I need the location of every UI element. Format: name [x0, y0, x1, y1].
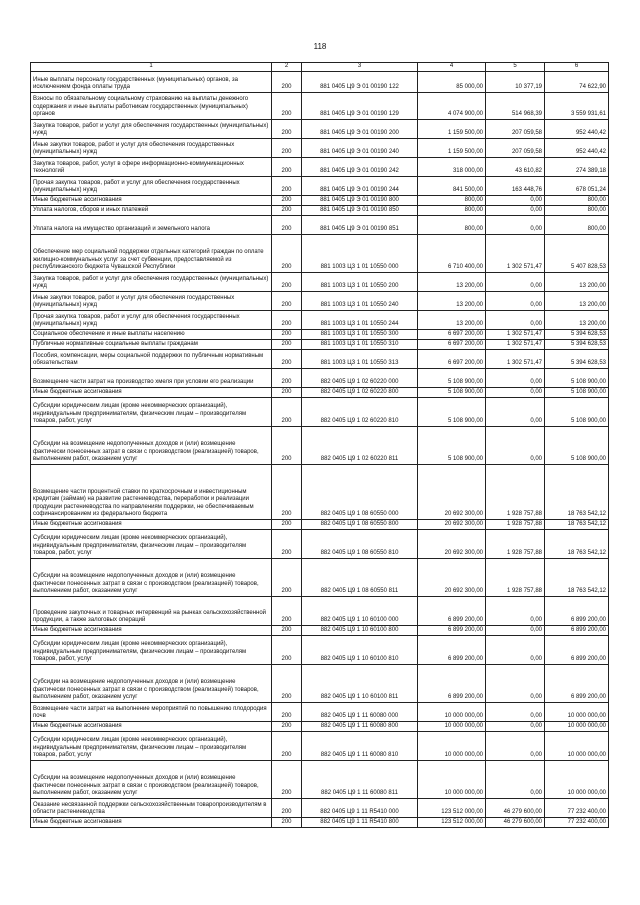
- row-admin-cell: 200: [272, 722, 302, 732]
- row-name-cell: Иные бюджетные ассигнования: [31, 722, 272, 732]
- row-name-cell: Возмещение части затрат на выполнение мероприятий по повышению плодородия почв: [31, 703, 272, 722]
- row-name-cell: Иные бюджетные ассигнования: [31, 196, 272, 206]
- row-code-cell: 881 0405 Ц9 Э 01 00190 800: [302, 196, 418, 206]
- row-admin-cell: 200: [272, 626, 302, 636]
- row-name-cell: Возмещение части затрат на производство хмеля при условии его реализации: [31, 369, 272, 388]
- row-rest-cell: 5 108 900,00: [545, 388, 609, 398]
- row-code-cell: 881 0405 Ц9 Э 01 00190 240: [302, 139, 418, 158]
- table-body: [31, 72, 609, 828]
- row-name-cell: Иные бюджетные ассигнования: [31, 818, 272, 828]
- row-fact-cell: 0,00: [486, 703, 545, 722]
- table-row: [31, 732, 609, 761]
- row-admin-cell: 200: [272, 465, 302, 520]
- row-rest-cell: 77 232 400,00: [545, 818, 609, 828]
- row-code-cell: 881 0405 Ц9 Э 01 00190 851: [302, 216, 418, 235]
- row-plan-cell: 5 108 900,00: [418, 398, 486, 427]
- table-row: [31, 665, 609, 703]
- table-row: [31, 177, 609, 196]
- row-plan-cell: 4 074 900,00: [418, 93, 486, 120]
- row-plan-cell: 6 899 200,00: [418, 626, 486, 636]
- row-rest-cell: 13 200,00: [545, 273, 609, 292]
- row-admin-cell: 200: [272, 93, 302, 120]
- row-fact-cell: 1 928 757,88: [486, 559, 545, 597]
- row-name-cell: Уплата налога на имущество организаций и земельного налога: [31, 216, 272, 235]
- table-row: [31, 369, 609, 388]
- row-fact-cell: 43 610,82: [486, 158, 545, 177]
- row-fact-cell: 1 928 757,88: [486, 530, 545, 559]
- row-rest-cell: 10 000 000,00: [545, 761, 609, 799]
- row-admin-cell: 200: [272, 158, 302, 177]
- row-plan-cell: 85 000,00: [418, 72, 486, 93]
- row-fact-cell: 1 928 757,88: [486, 465, 545, 520]
- row-fact-cell: 207 059,58: [486, 139, 545, 158]
- row-admin-cell: 200: [272, 330, 302, 340]
- row-name-cell: Иные бюджетные ассигнования: [31, 520, 272, 530]
- row-plan-cell: 13 200,00: [418, 273, 486, 292]
- row-name-cell: Прочая закупка товаров, работ и услуг для обеспечения государственных (муниципальных) нужд: [31, 311, 272, 330]
- row-admin-cell: 200: [272, 761, 302, 799]
- table-row: [31, 398, 609, 427]
- row-admin-cell: 200: [272, 139, 302, 158]
- row-fact-cell: 0,00: [486, 311, 545, 330]
- row-admin-cell: 200: [272, 311, 302, 330]
- row-name-cell: Субсидии юридическим лицам (кроме некоммерческих организаций), индивидуальным предпринимателям, физическим лицам – производителям товаров, работ, услуг: [31, 636, 272, 665]
- row-admin-cell: 200: [272, 196, 302, 206]
- row-name-cell: Закупка товаров, работ и услуг для обеспечения государственных (муниципальных) нужд: [31, 273, 272, 292]
- row-plan-cell: 10 000 000,00: [418, 703, 486, 722]
- table-row: [31, 273, 609, 292]
- row-fact-cell: 46 279 600,00: [486, 818, 545, 828]
- row-plan-cell: 6 899 200,00: [418, 597, 486, 626]
- column-header-4: 4: [418, 63, 486, 72]
- row-name-cell: Субсидии на возмещение недополученных доходов и (или) возмещение фактически понесенных затрат в связи с производством (реализацией) товаров, выполнением работ, оказанием услуг: [31, 427, 272, 465]
- row-rest-cell: 6 899 200,00: [545, 626, 609, 636]
- row-admin-cell: 200: [272, 559, 302, 597]
- row-name-cell: Уплата налогов, сборов и иных платежей: [31, 206, 272, 216]
- row-fact-cell: 1 928 757,88: [486, 520, 545, 530]
- row-code-cell: 882 0405 Ц9 1 08 60550 810: [302, 530, 418, 559]
- row-name-cell: Закупка товаров, работ, услуг в сфере информационно-коммуникационных технологий: [31, 158, 272, 177]
- row-rest-cell: 18 763 542,12: [545, 520, 609, 530]
- row-name-cell: Субсидии юридическим лицам (кроме некоммерческих организаций), индивидуальным предпринимателям, физическим лицам – производителям товаров, работ, услуг: [31, 398, 272, 427]
- table-row: [31, 216, 609, 235]
- row-name-cell: Социальное обеспечение и иные выплаты населению: [31, 330, 272, 340]
- row-rest-cell: 678 051,24: [545, 177, 609, 196]
- row-name-cell: Иные закупки товаров, работ и услуг для обеспечения государственных (муниципальных) нужд: [31, 139, 272, 158]
- row-admin-cell: 200: [272, 120, 302, 139]
- row-admin-cell: 200: [272, 388, 302, 398]
- row-fact-cell: 0,00: [486, 761, 545, 799]
- row-code-cell: 881 1003 Ц3 1 01 10550 310: [302, 340, 418, 350]
- row-rest-cell: 13 200,00: [545, 311, 609, 330]
- row-fact-cell: 0,00: [486, 665, 545, 703]
- row-rest-cell: 10 000 000,00: [545, 732, 609, 761]
- row-plan-cell: 6 899 200,00: [418, 636, 486, 665]
- row-code-cell: 882 0405 Ц9 1 08 60550 811: [302, 559, 418, 597]
- row-code-cell: 881 1003 Ц3 1 01 10550 300: [302, 330, 418, 340]
- table-row: [31, 520, 609, 530]
- table-row: [31, 427, 609, 465]
- row-plan-cell: 6 697 200,00: [418, 350, 486, 369]
- row-name-cell: Прочая закупка товаров, работ и услуг для обеспечения государственных (муниципальных) нужд: [31, 177, 272, 196]
- row-rest-cell: 5 394 628,53: [545, 340, 609, 350]
- row-fact-cell: 0,00: [486, 722, 545, 732]
- row-plan-cell: 6 899 200,00: [418, 665, 486, 703]
- row-plan-cell: 20 692 300,00: [418, 530, 486, 559]
- row-rest-cell: 800,00: [545, 196, 609, 206]
- row-code-cell: 881 1003 Ц3 1 01 10550 244: [302, 311, 418, 330]
- row-rest-cell: 5 108 900,00: [545, 369, 609, 388]
- row-code-cell: 881 1003 Ц3 1 01 10550 200: [302, 273, 418, 292]
- row-name-cell: Возмещение части процентной ставки по краткосрочным и инвестиционным кредитам (займам) на развитие растениеводства, переработки и реализации продукции растениеводства по направлениям поддержки, не обеспечиваемым софинансированием из федерального бюджета: [31, 465, 272, 520]
- row-admin-cell: 200: [272, 665, 302, 703]
- row-code-cell: 881 0405 Ц9 Э 01 00190 244: [302, 177, 418, 196]
- row-plan-cell: 800,00: [418, 196, 486, 206]
- row-fact-cell: 0,00: [486, 732, 545, 761]
- row-code-cell: 882 0405 Ц9 1 02 60220 810: [302, 398, 418, 427]
- row-code-cell: 882 0405 Ц9 1 02 60220 800: [302, 388, 418, 398]
- row-code-cell: 882 0405 Ц9 1 02 60220 811: [302, 427, 418, 465]
- row-code-cell: 881 0405 Ц9 Э 01 00190 129: [302, 93, 418, 120]
- row-fact-cell: 10 377,19: [486, 72, 545, 93]
- row-admin-cell: 200: [272, 597, 302, 626]
- row-admin-cell: 200: [272, 520, 302, 530]
- row-rest-cell: 77 232 400,00: [545, 799, 609, 818]
- row-code-cell: 882 0405 Ц9 1 08 60550 800: [302, 520, 418, 530]
- row-rest-cell: 6 899 200,00: [545, 597, 609, 626]
- table-row: [31, 311, 609, 330]
- row-admin-cell: 200: [272, 799, 302, 818]
- row-admin-cell: 200: [272, 72, 302, 93]
- row-plan-cell: 20 692 300,00: [418, 559, 486, 597]
- row-fact-cell: 0,00: [486, 292, 545, 311]
- row-code-cell: 882 0405 Ц9 1 10 60100 810: [302, 636, 418, 665]
- row-plan-cell: 841 500,00: [418, 177, 486, 196]
- row-code-cell: 882 0405 Ц9 1 02 60220 000: [302, 369, 418, 388]
- row-fact-cell: 0,00: [486, 636, 545, 665]
- column-header-5: 5: [486, 63, 545, 72]
- table-row: [31, 799, 609, 818]
- row-rest-cell: 5 108 900,00: [545, 427, 609, 465]
- table-row: [31, 818, 609, 828]
- row-admin-cell: 200: [272, 636, 302, 665]
- table-row: [31, 93, 609, 120]
- row-rest-cell: 3 559 931,61: [545, 93, 609, 120]
- row-rest-cell: 274 389,18: [545, 158, 609, 177]
- row-name-cell: Публичные нормативные социальные выплаты гражданам: [31, 340, 272, 350]
- column-header-3: 3: [302, 63, 418, 72]
- row-rest-cell: 952 440,42: [545, 139, 609, 158]
- row-fact-cell: 0,00: [486, 196, 545, 206]
- row-plan-cell: 6 697 200,00: [418, 340, 486, 350]
- row-admin-cell: 200: [272, 369, 302, 388]
- row-admin-cell: 200: [272, 340, 302, 350]
- row-plan-cell: 13 200,00: [418, 311, 486, 330]
- table-row: [31, 292, 609, 311]
- row-admin-cell: 200: [272, 427, 302, 465]
- row-rest-cell: 18 763 542,12: [545, 530, 609, 559]
- row-admin-cell: 200: [272, 350, 302, 369]
- row-admin-cell: 200: [272, 216, 302, 235]
- row-code-cell: 882 0405 Ц9 1 11 R5410 800: [302, 818, 418, 828]
- row-plan-cell: 800,00: [418, 216, 486, 235]
- row-admin-cell: 200: [272, 292, 302, 311]
- row-name-cell: Субсидии на возмещение недополученных доходов и (или) возмещение фактически понесенных затрат в связи с производством (реализацией) товаров, выполнением работ, оказанием услуг: [31, 559, 272, 597]
- row-fact-cell: 0,00: [486, 273, 545, 292]
- row-rest-cell: 6 899 200,00: [545, 665, 609, 703]
- row-fact-cell: 0,00: [486, 216, 545, 235]
- row-admin-cell: 200: [272, 235, 302, 273]
- row-name-cell: Обеспечение мер социальной поддержки отдельных категорий граждан по оплате жилищно-коммунальных услуг за счет субвенции, предоставляемой из республиканского бюджета Чувашской Республики: [31, 235, 272, 273]
- table-row: [31, 703, 609, 722]
- row-plan-cell: 20 692 300,00: [418, 465, 486, 520]
- row-rest-cell: 10 000 000,00: [545, 703, 609, 722]
- row-fact-cell: 1 302 571,47: [486, 350, 545, 369]
- row-name-cell: Субсидии юридическим лицам (кроме некоммерческих организаций), индивидуальным предпринимателям, физическим лицам – производителям товаров, работ, услуг: [31, 732, 272, 761]
- table-row: [31, 206, 609, 216]
- row-name-cell: Проведение закупочных и товарных интервенций на рынках сельскохозяйственной продукции, а также залоговых операций: [31, 597, 272, 626]
- row-fact-cell: 46 279 600,00: [486, 799, 545, 818]
- table-row: [31, 120, 609, 139]
- row-name-cell: Закупка товаров, работ и услуг для обеспечения государственных (муниципальных) нужд: [31, 120, 272, 139]
- row-plan-cell: 6 710 400,00: [418, 235, 486, 273]
- row-code-cell: 882 0405 Ц9 1 11 60080 800: [302, 722, 418, 732]
- row-admin-cell: 200: [272, 732, 302, 761]
- row-fact-cell: 163 448,76: [486, 177, 545, 196]
- table-row: [31, 196, 609, 206]
- row-admin-cell: 200: [272, 703, 302, 722]
- row-name-cell: Иные закупки товаров, работ и услуг для обеспечения государственных (муниципальных) нужд: [31, 292, 272, 311]
- row-rest-cell: 10 000 000,00: [545, 722, 609, 732]
- row-rest-cell: 6 899 200,00: [545, 636, 609, 665]
- table-row: [31, 636, 609, 665]
- table-row: [31, 340, 609, 350]
- row-plan-cell: 123 512 000,00: [418, 818, 486, 828]
- table-row: [31, 597, 609, 626]
- table-row: [31, 139, 609, 158]
- table-row: [31, 388, 609, 398]
- table-row: [31, 722, 609, 732]
- row-name-cell: Субсидии юридическим лицам (кроме некоммерческих организаций), индивидуальным предпринимателям, физическим лицам – производителям товаров, работ, услуг: [31, 530, 272, 559]
- table-row: [31, 72, 609, 93]
- row-fact-cell: 0,00: [486, 369, 545, 388]
- row-fact-cell: 1 302 571,47: [486, 235, 545, 273]
- row-rest-cell: 18 763 542,12: [545, 559, 609, 597]
- row-rest-cell: 952 440,42: [545, 120, 609, 139]
- column-header-6: 6: [545, 63, 609, 72]
- row-plan-cell: 6 697 200,00: [418, 330, 486, 340]
- row-code-cell: 882 0405 Ц9 1 08 60550 000: [302, 465, 418, 520]
- row-plan-cell: 1 159 500,00: [418, 139, 486, 158]
- table-row: [31, 761, 609, 799]
- table-row: [31, 158, 609, 177]
- row-rest-cell: 13 200,00: [545, 292, 609, 311]
- row-plan-cell: 20 692 300,00: [418, 520, 486, 530]
- row-plan-cell: 800,00: [418, 206, 486, 216]
- table-row: [31, 465, 609, 520]
- row-plan-cell: 13 200,00: [418, 292, 486, 311]
- row-admin-cell: 200: [272, 530, 302, 559]
- row-code-cell: 882 0405 Ц9 1 11 60080 811: [302, 761, 418, 799]
- row-name-cell: Иные бюджетные ассигнования: [31, 626, 272, 636]
- row-code-cell: 882 0405 Ц9 1 11 60080 000: [302, 703, 418, 722]
- row-plan-cell: 5 108 900,00: [418, 388, 486, 398]
- row-rest-cell: 5 394 628,53: [545, 330, 609, 340]
- row-code-cell: 882 0405 Ц9 1 10 60100 811: [302, 665, 418, 703]
- row-plan-cell: 1 159 500,00: [418, 120, 486, 139]
- column-header-2: 2: [272, 63, 302, 72]
- row-fact-cell: 0,00: [486, 388, 545, 398]
- row-fact-cell: 0,00: [486, 597, 545, 626]
- row-name-cell: Оказание несвязанной поддержки сельскохозяйственным товаропроизводителям в области растениеводства: [31, 799, 272, 818]
- row-rest-cell: 74 622,90: [545, 72, 609, 93]
- row-admin-cell: 200: [272, 177, 302, 196]
- table-row: [31, 530, 609, 559]
- row-rest-cell: 5 108 900,00: [545, 398, 609, 427]
- page-number: 118: [313, 42, 327, 51]
- row-code-cell: 881 0405 Ц9 Э 01 00190 200: [302, 120, 418, 139]
- row-fact-cell: 1 302 571,47: [486, 330, 545, 340]
- budget-table: [30, 62, 609, 828]
- row-fact-cell: 1 302 571,47: [486, 340, 545, 350]
- row-plan-cell: 10 000 000,00: [418, 761, 486, 799]
- row-code-cell: 882 0405 Ц9 1 11 R5410 000: [302, 799, 418, 818]
- row-plan-cell: 5 108 900,00: [418, 369, 486, 388]
- row-fact-cell: 0,00: [486, 626, 545, 636]
- row-code-cell: 881 1003 Ц3 1 01 10550 000: [302, 235, 418, 273]
- row-admin-cell: 200: [272, 818, 302, 828]
- table-header-row: [31, 63, 609, 72]
- row-fact-cell: 514 968,39: [486, 93, 545, 120]
- row-rest-cell: 5 407 828,53: [545, 235, 609, 273]
- row-fact-cell: 0,00: [486, 427, 545, 465]
- row-rest-cell: 18 763 542,12: [545, 465, 609, 520]
- row-plan-cell: 123 512 000,00: [418, 799, 486, 818]
- row-code-cell: 882 0405 Ц9 1 10 60100 800: [302, 626, 418, 636]
- row-name-cell: Иные бюджетные ассигнования: [31, 388, 272, 398]
- row-name-cell: Взносы по обязательному социальному страхованию на выплаты денежного содержания и иные выплаты работникам государственных (муниципальных) органов: [31, 93, 272, 120]
- row-admin-cell: 200: [272, 206, 302, 216]
- row-code-cell: 881 0405 Ц9 Э 01 00190 242: [302, 158, 418, 177]
- row-rest-cell: 5 394 628,53: [545, 350, 609, 369]
- row-plan-cell: 5 108 900,00: [418, 427, 486, 465]
- table-row: [31, 626, 609, 636]
- table-row: [31, 235, 609, 273]
- column-header-1: 1: [31, 63, 272, 72]
- table-row: [31, 559, 609, 597]
- row-code-cell: 881 0405 Ц9 Э 01 00190 850: [302, 206, 418, 216]
- row-fact-cell: 0,00: [486, 206, 545, 216]
- table-row: [31, 350, 609, 369]
- row-rest-cell: 800,00: [545, 206, 609, 216]
- row-code-cell: 881 1003 Ц3 1 01 10550 240: [302, 292, 418, 311]
- row-name-cell: Пособия, компенсации, меры социальной поддержки по публичным нормативным обязательствам: [31, 350, 272, 369]
- row-code-cell: 881 1003 Ц3 1 01 10550 313: [302, 350, 418, 369]
- row-code-cell: 882 0405 Ц9 1 11 60080 810: [302, 732, 418, 761]
- row-plan-cell: 318 000,00: [418, 158, 486, 177]
- row-admin-cell: 200: [272, 398, 302, 427]
- row-name-cell: Субсидии на возмещение недополученных доходов и (или) возмещение фактически понесенных затрат в связи с производством (реализацией) товаров, выполнением работ, оказанием услуг: [31, 761, 272, 799]
- row-name-cell: Субсидии на возмещение недополученных доходов и (или) возмещение фактически понесенных затрат в связи с производством (реализацией) товаров, выполнением работ, оказанием услуг: [31, 665, 272, 703]
- row-admin-cell: 200: [272, 273, 302, 292]
- row-plan-cell: 10 000 000,00: [418, 732, 486, 761]
- row-fact-cell: 0,00: [486, 398, 545, 427]
- table-row: [31, 330, 609, 340]
- row-fact-cell: 207 059,58: [486, 120, 545, 139]
- row-plan-cell: 10 000 000,00: [418, 722, 486, 732]
- row-code-cell: 882 0405 Ц9 1 10 60100 000: [302, 597, 418, 626]
- row-rest-cell: 800,00: [545, 216, 609, 235]
- row-code-cell: 881 0405 Ц9 Э 01 00190 122: [302, 72, 418, 93]
- row-name-cell: Иные выплаты персоналу государственных (муниципальных) органов, за исключением фонда оплаты труда: [31, 72, 272, 93]
